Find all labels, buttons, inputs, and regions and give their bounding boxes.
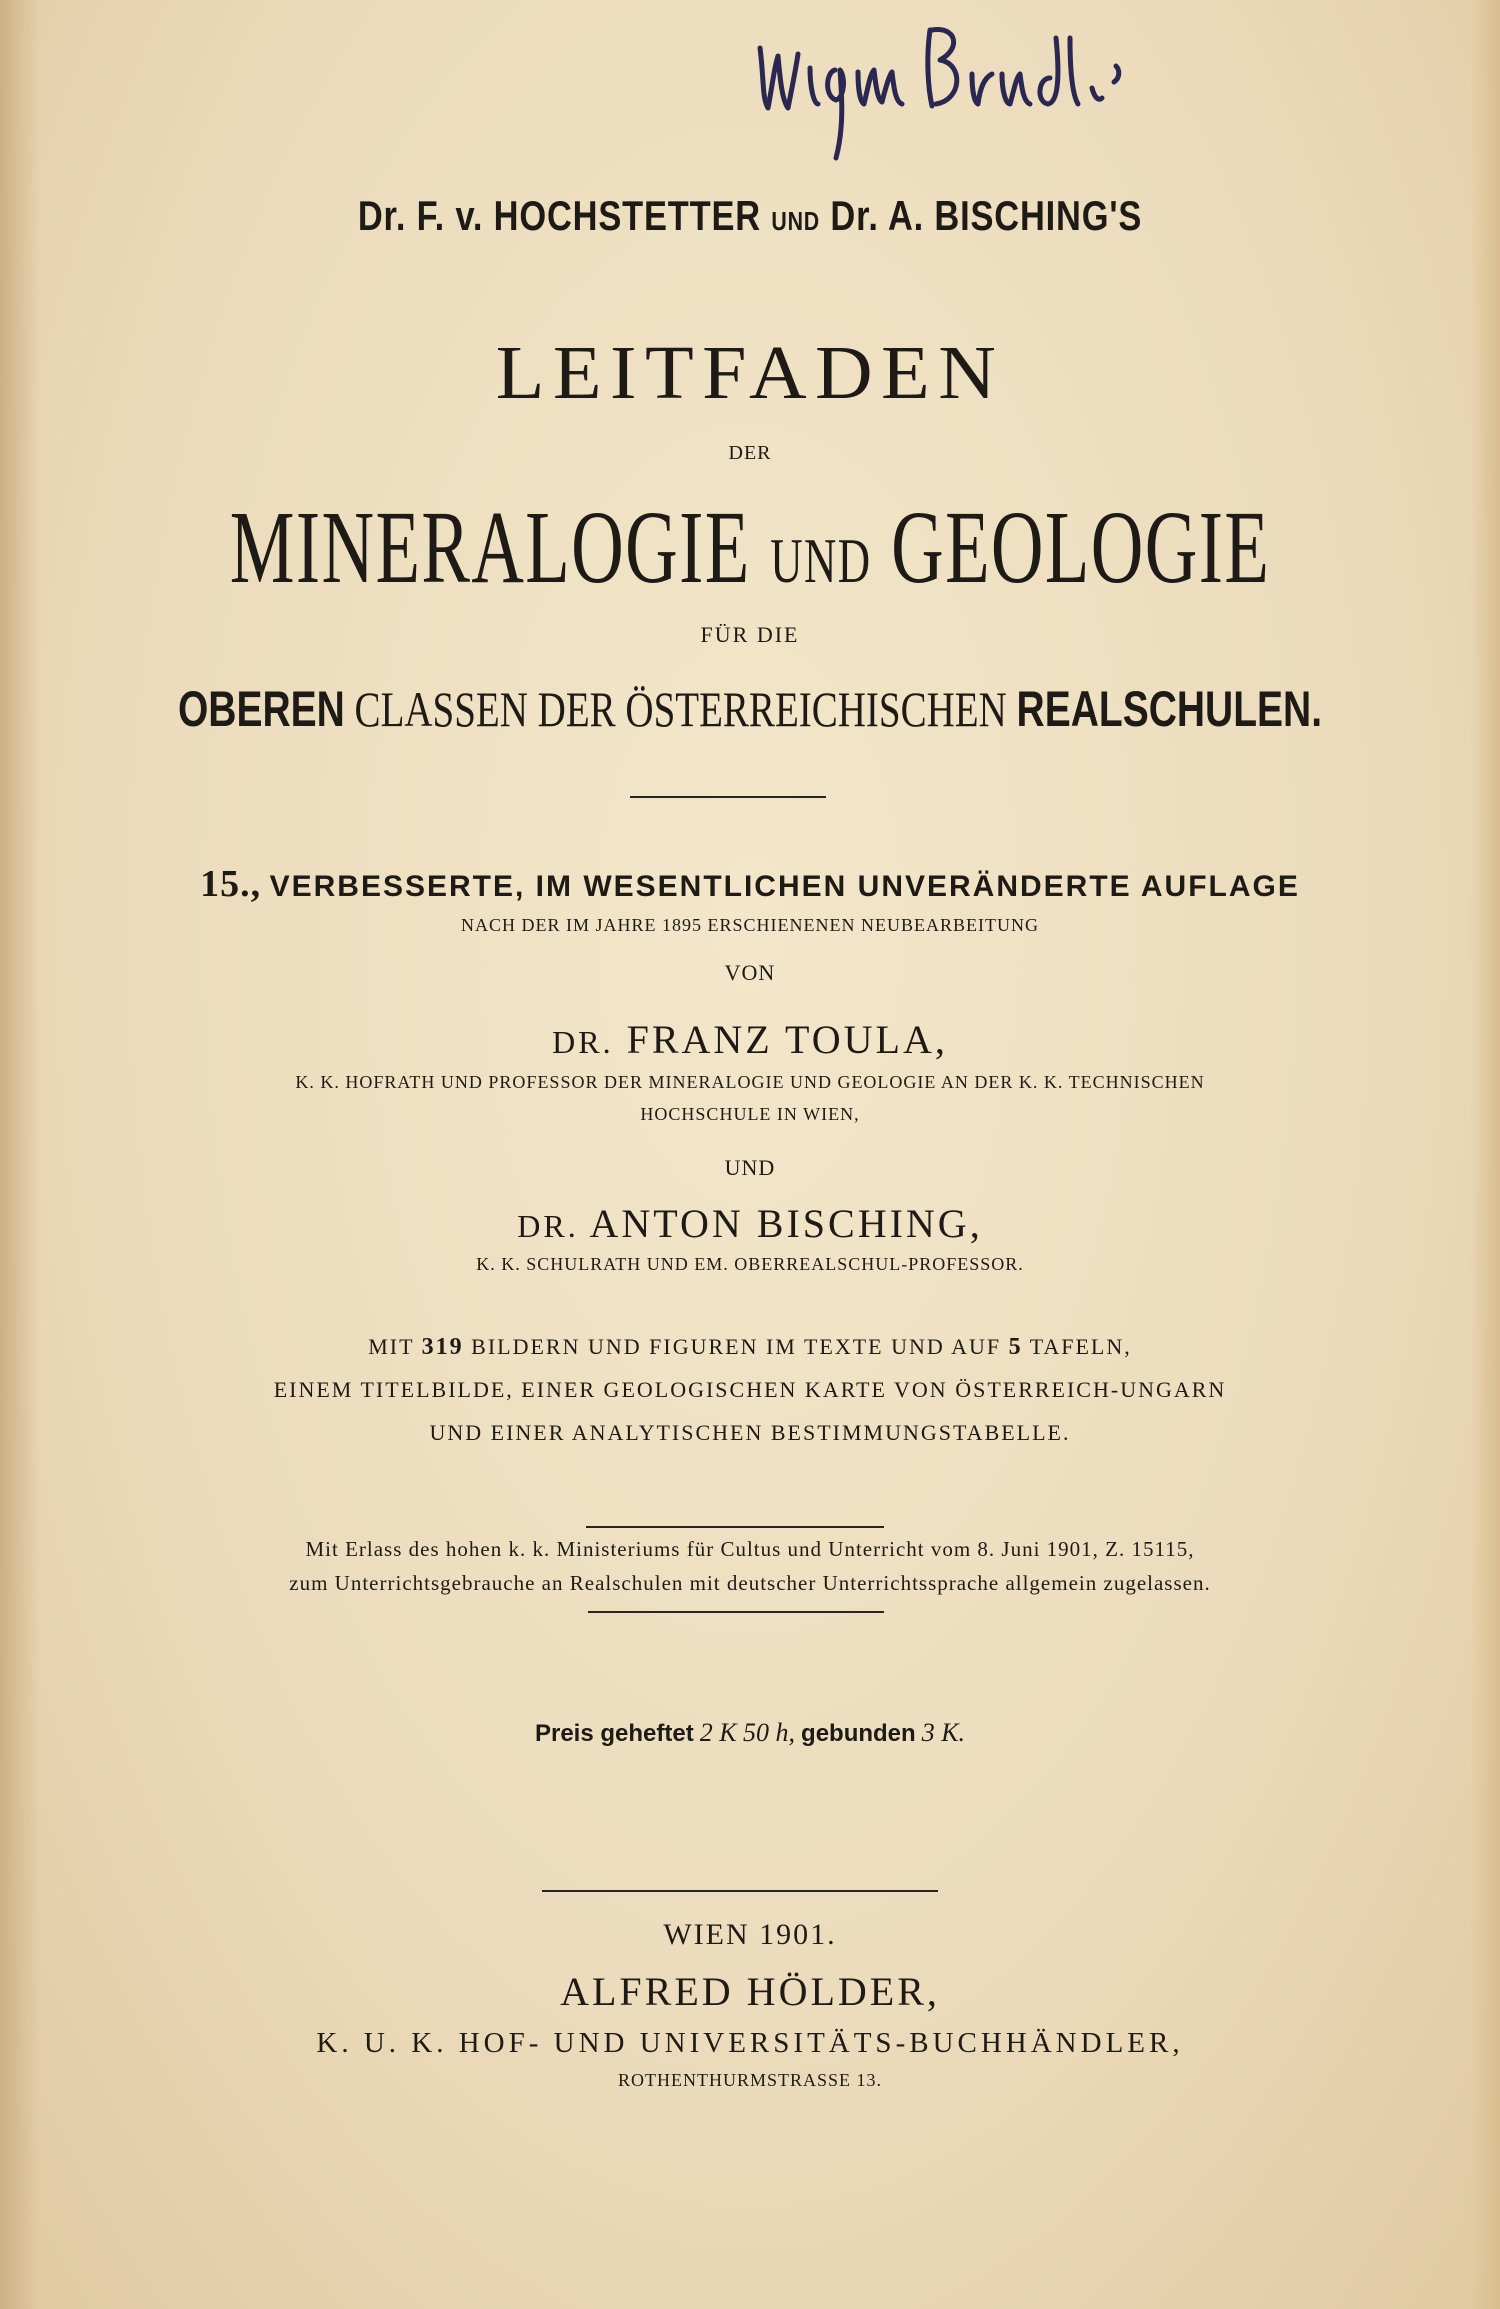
audience-word-3: REALSCHULEN. <box>1016 681 1323 737</box>
subject-title <box>225 488 1275 607</box>
illustrations-pre: MIT <box>368 1334 415 1359</box>
editor-2-name: ANTON BISCHING, <box>589 1201 983 1246</box>
approval-line-1: Mit Erlass des hohen k. k. Ministeriums für Cultus und Unterricht vom 8. Juni 1901, Z. 15115, <box>305 1537 1195 1561</box>
subject-connector: UND <box>770 525 872 596</box>
illustrations-line-1 <box>0 1334 1500 1361</box>
publisher-address: ROTHENTHURMSTRASSE 13. <box>617 2070 883 2090</box>
editor-1-title-1: K. K. HOFRATH UND PROFESSOR DER MINERALOGIE UND GEOLOGIE AN DER K. K. TECHNISCHEN <box>295 1072 1205 1092</box>
author-name-1: F. v. HOCHSTETTER <box>416 192 761 239</box>
editor-2-title: K. K. SCHULRATH UND EM. OBERREALSCHUL-PROFESSOR. <box>476 1254 1024 1274</box>
subject-part-2: GEOLOGIE <box>891 490 1271 605</box>
edition-number: 15., <box>200 863 262 905</box>
editor-1-prefix: DR. <box>552 1024 614 1060</box>
divider-rule-2 <box>586 1526 884 1528</box>
illustrations-post: TAFELN, <box>1029 1334 1132 1359</box>
subject-part-1: MINERALOGIE <box>229 490 751 605</box>
doctor-prefix-2: Dr. <box>830 192 879 239</box>
audience-line <box>165 680 1335 738</box>
publisher-name: ALFRED HÖLDER, <box>560 1969 940 2014</box>
edition-line <box>0 862 1500 906</box>
divider-rule-4 <box>542 1890 938 1892</box>
price-label-2: gebunden <box>801 1720 916 1747</box>
handwritten-signature <box>740 8 1140 168</box>
approval-line-2: zum Unterrichtsgebrauche an Realschulen mit deutscher Unterrichtssprache allgemein zugelassen. <box>289 1571 1211 1595</box>
illustrations-line-2: EINEM TITELBILDE, EINER GEOLOGISCHEN KARTE VON ÖSTERREICH-UNGARN <box>273 1377 1227 1402</box>
author-name-2: A. BISCHING'S <box>887 192 1143 239</box>
editor-2-prefix: DR. <box>517 1208 579 1244</box>
price-bound: 3 K. <box>921 1718 966 1747</box>
illustrations-line-3: UND EINER ANALYTISCHEN BESTIMMUNGSTABELLE. <box>429 1420 1071 1445</box>
audience-word-2: CLASSEN DER ÖSTERREICHISCHEN <box>354 681 1007 737</box>
und-word: UND <box>724 1155 776 1180</box>
main-title: LEITFADEN <box>495 331 1005 415</box>
place-year: WIEN 1901. <box>663 1918 837 1951</box>
editor-1-name: FRANZ TOULA, <box>626 1017 948 1062</box>
audience-word-1: OBEREN <box>177 681 345 737</box>
illustrations-count: 319 <box>421 1334 464 1360</box>
price-line <box>0 1718 1500 1748</box>
publisher-title: K. U. K. HOF- UND UNIVERSITÄTS-BUCHHÄNDLER, <box>316 2027 1184 2059</box>
author-connector: UND <box>771 206 821 236</box>
plates-count: 5 <box>1008 1334 1023 1360</box>
der-word: DER <box>728 442 772 464</box>
editor-2-name-line <box>0 1200 1500 1247</box>
divider-rule-1 <box>630 796 826 798</box>
divider-rule-3 <box>588 1611 884 1613</box>
revision-note: NACH DER IM JAHRE 1895 ERSCHIENENEN NEUBEARBEITUNG <box>461 915 1039 935</box>
doctor-prefix-1: Dr. <box>357 192 407 239</box>
authors-line <box>135 192 1365 240</box>
edition-text: VERBESSERTE, IM WESENTLICHEN UNVERÄNDERTE AUFLAGE <box>269 870 1300 903</box>
editor-1-name-line <box>0 1016 1500 1063</box>
price-unbound: 2 K 50 h, <box>699 1718 796 1747</box>
illustrations-mid: BILDERN UND FIGUREN IM TEXTE UND AUF <box>471 1334 1002 1359</box>
fuer-die: FÜR DIE <box>700 622 800 647</box>
editor-1-title-2: HOCHSCHULE IN WIEN, <box>640 1104 860 1124</box>
von-word: VON <box>724 960 776 985</box>
price-label: Preis geheftet <box>534 1720 694 1747</box>
